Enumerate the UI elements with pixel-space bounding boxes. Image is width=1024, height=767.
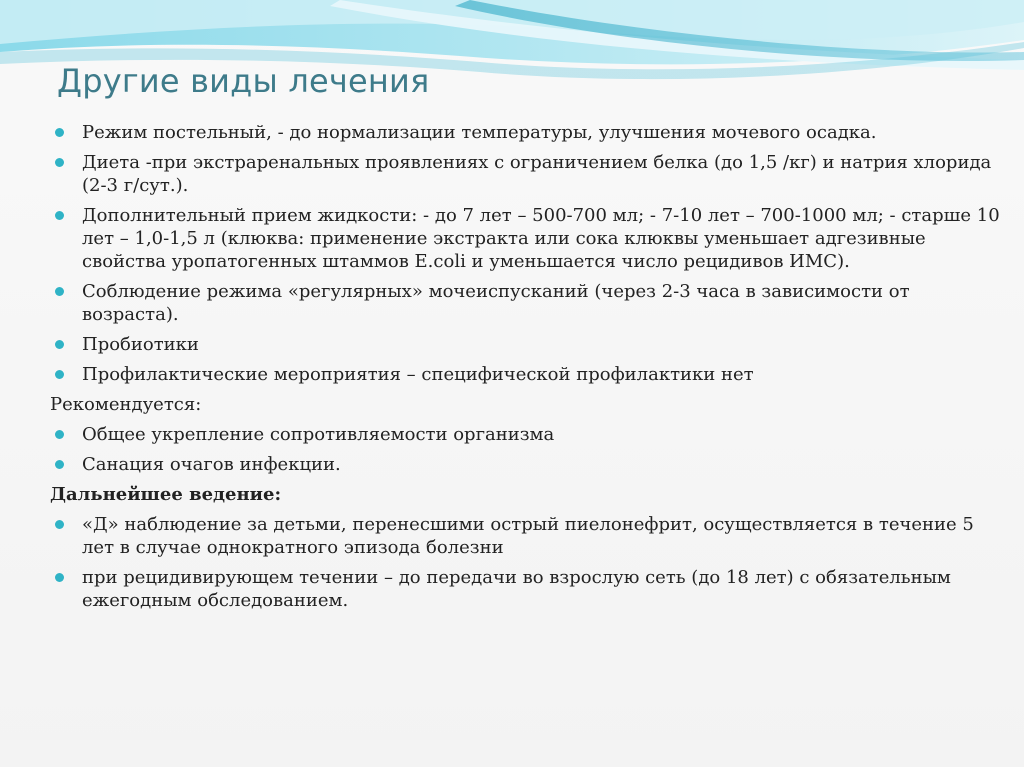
bullet-dot-icon <box>55 370 64 379</box>
bullet-dot-icon <box>55 340 64 349</box>
list-item-text: при рецидивирующем течении – до передачи во взрослую сеть (до 18 лет) с обязательным ежегодным обследованием. <box>82 567 951 611</box>
list-item-text: «Д» наблюдение за детьми, перенесшими острый пиелонефрит, осуществляется в течение 5 лет в случае однократного эпизода болезни <box>82 514 974 558</box>
list-item-prophylaxis <box>50 363 1005 386</box>
list-item-bed-rest <box>50 121 1005 144</box>
decorative-wave-header <box>0 0 1024 120</box>
list-item-dispensary-observation <box>50 513 1005 559</box>
list-item-text: Режим постельный, - до нормализации температуры, улучшения мочевого осадка. <box>82 122 877 143</box>
bullet-dot-icon <box>55 430 64 439</box>
recommended-label: Рекомендуется: <box>50 394 202 415</box>
list-item-text: Общее укрепление сопротивляемости организма <box>82 424 555 445</box>
slide-content <box>50 121 1005 619</box>
list-item-urination-regime <box>50 280 1005 326</box>
bullet-dot-icon <box>55 158 64 167</box>
list-item-infection-foci <box>50 453 1005 476</box>
list-item-text: Пробиотики <box>82 334 199 355</box>
list-item-fluid-intake <box>50 204 1005 273</box>
list-item-recurrent-course <box>50 566 1005 612</box>
list-item-text: Диета -при экстраренальных проявлениях с ограничением белка (до 1,5 /кг) и натрия хлорида (2-3 г/сут.). <box>82 152 992 196</box>
list-item-diet <box>50 151 1005 197</box>
list-item-immunity <box>50 423 1005 446</box>
bullet-dot-icon <box>55 128 64 137</box>
list-item-probiotics <box>50 333 1005 356</box>
list-item-text: Санация очагов инфекции. <box>82 454 341 475</box>
list-item-text: Дополнительный прием жидкости: - до 7 лет – 500-700 мл; - 7-10 лет – 700-1000 мл; - старше 10 лет – 1,0-1,5 л (клюква: применение экстракта или сока клюквы уменьшает адгезивные свойства уропатогенных штаммов E.coli и уменьшается число рецидивов ИМС). <box>82 205 1000 272</box>
list-item-text: Профилактические мероприятия – специфической профилактики нет <box>82 364 754 385</box>
page-title: Другие виды лечения <box>57 62 430 100</box>
bullet-dot-icon <box>55 520 64 529</box>
list-item-text: Соблюдение режима «регулярных» мочеиспусканий (через 2-3 часа в зависимости от возраста). <box>82 281 910 325</box>
bullet-dot-icon <box>55 460 64 469</box>
followup-label: Дальнейшее ведение: <box>50 484 282 505</box>
bullet-dot-icon <box>55 573 64 582</box>
bullet-dot-icon <box>55 287 64 296</box>
bullet-dot-icon <box>55 211 64 220</box>
